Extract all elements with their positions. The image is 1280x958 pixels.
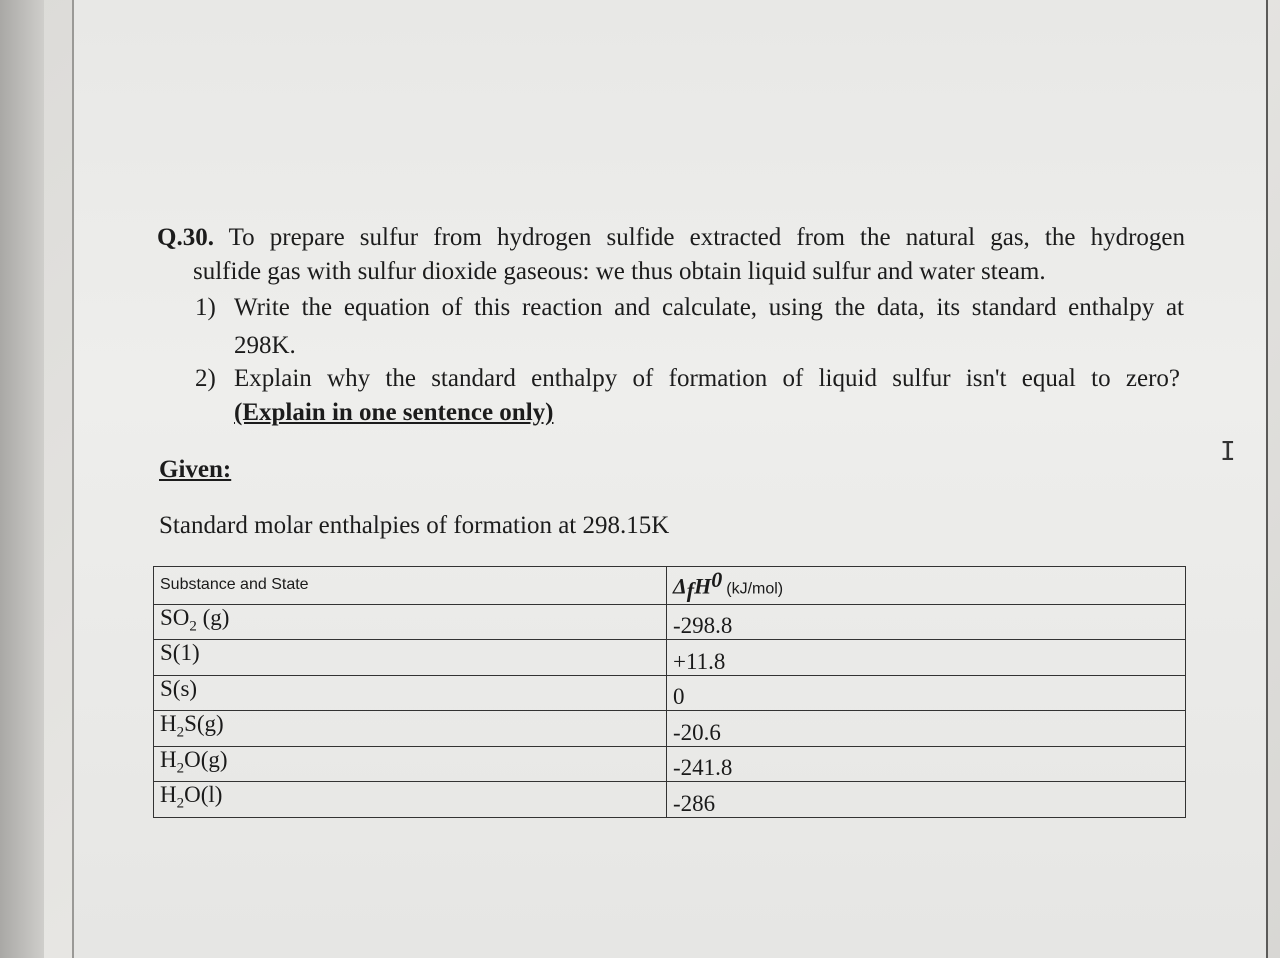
substance-cell: $H_2O(g)$ [154, 746, 667, 782]
enthalpy-table [153, 566, 1186, 818]
text-cursor-icon: I [1220, 437, 1236, 467]
enthalpy-value-cell: 0 [667, 675, 1186, 711]
substance-cell: $H_2O(l)$ [154, 782, 667, 818]
question-intro-1: To prepare sulfur from hydrogen sulfide extracted from the natural gas, the hydrogen [228, 224, 1185, 251]
table-row [154, 746, 1186, 782]
substance-cell: S(1) [154, 640, 667, 676]
screen-edge [0, 0, 44, 958]
part2-number: 2) [195, 365, 216, 392]
table-row [154, 782, 1186, 818]
table-header-row [154, 567, 1186, 605]
question-intro-2: sulfide gas with sulfur dioxide gaseous: we thus obtain liquid sulfur and water steam. [193, 258, 1046, 285]
table-row [154, 675, 1186, 711]
table-row [154, 711, 1186, 747]
substance-cell: $H_2S(g)$ [154, 711, 667, 747]
delta-symbol: Δ [673, 573, 687, 599]
given-label: Given: [159, 456, 232, 483]
header-substance: Substance and State [154, 567, 667, 605]
table-row [154, 604, 1186, 640]
enthalpy-value-cell: +11.8 [667, 640, 1186, 676]
enthalpy-value-cell: -20.6 [667, 711, 1186, 747]
substance-cell: S(s) [154, 675, 667, 711]
part1-line-1: Write the equation of this reaction and calculate, using the data, its standard enthalpy at [234, 294, 1184, 321]
part1-number: 1) [195, 294, 216, 321]
part2-note: (Explain in one sentence only) [234, 399, 554, 426]
enthalpy-value-cell: -298.8 [667, 604, 1186, 640]
enthalpy-value-cell: -286 [667, 782, 1186, 818]
question-number: Q.30. [157, 224, 214, 251]
question-line-1 [157, 224, 1185, 252]
table-row [154, 640, 1186, 676]
header-unit: (kJ/mol) [726, 580, 784, 598]
part1-line-2: 298K. [234, 332, 296, 359]
header-enthalpy: $\Delta_fH^0$ (kJ/mol) [667, 567, 1186, 605]
enthalpy-value-cell: -241.8 [667, 746, 1186, 782]
given-caption: Standard molar enthalpies of formation at 298.15K [159, 512, 670, 539]
part2-line-1: Explain why the standard enthalpy of formation of liquid sulfur isn't equal to zero? [234, 365, 1180, 392]
substance-cell: $SO_2$ (g) [154, 604, 667, 640]
